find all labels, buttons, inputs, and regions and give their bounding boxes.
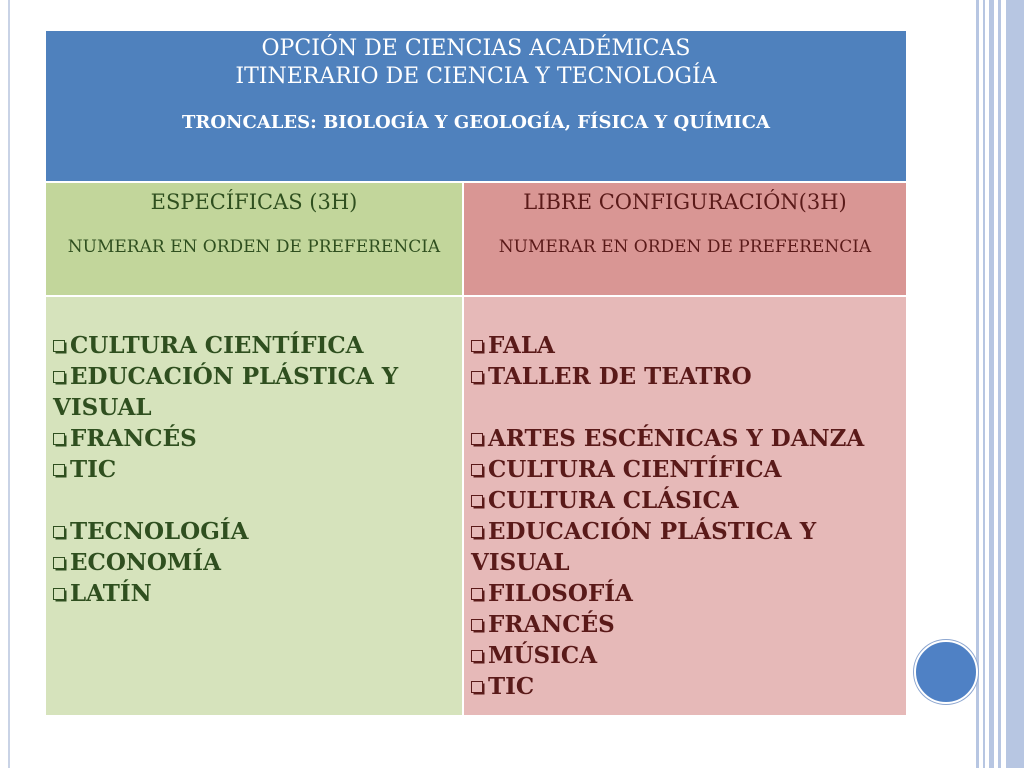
decorative-side-bars xyxy=(974,0,1024,768)
side-bar xyxy=(976,0,979,768)
list-item xyxy=(471,330,906,361)
circle-decoration xyxy=(914,640,978,704)
checkbox-icon xyxy=(471,526,483,538)
list-item xyxy=(471,578,906,609)
right-column-header xyxy=(463,182,907,296)
list-spacer xyxy=(471,392,906,423)
checkbox-icon xyxy=(471,650,483,662)
list-item xyxy=(53,423,462,454)
checkbox-icon xyxy=(53,371,65,383)
list-spacer xyxy=(53,485,462,516)
checkbox-icon xyxy=(471,340,483,352)
list-item xyxy=(471,516,906,578)
list-item-label: TECNOLOGÍA xyxy=(70,518,249,545)
list-item xyxy=(471,423,906,454)
checkbox-icon xyxy=(53,433,65,445)
list-item-label: FRANCÉS xyxy=(70,425,197,452)
right-column-title: LIBRE CONFIGURACIÓN(3H) xyxy=(523,190,847,214)
list-item-label: MÚSICA xyxy=(488,642,598,669)
list-item-label: CULTURA CLÁSICA xyxy=(488,487,739,514)
list-item xyxy=(471,609,906,640)
list-item-label: CULTURA CIENTÍFICA xyxy=(488,456,782,483)
list-item xyxy=(53,516,462,547)
list-item-label: FRANCÉS xyxy=(488,611,615,638)
checkbox-icon xyxy=(471,433,483,445)
list-item-label: ECONOMÍA xyxy=(70,549,221,576)
list-item-label: LATÍN xyxy=(70,580,152,607)
list-item-label: CULTURA CIENTÍFICA xyxy=(70,332,364,359)
list-item-label: ARTES ESCÉNICAS Y DANZA xyxy=(488,425,865,452)
header-line-2: ITINERARIO DE CIENCIA Y TECNOLOGÍA xyxy=(235,64,717,89)
checkbox-icon xyxy=(53,464,65,476)
list-item-label: TIC xyxy=(70,456,117,483)
left-option-list xyxy=(46,297,462,609)
list-item xyxy=(471,485,906,516)
list-item-label: TIC xyxy=(488,673,535,700)
right-option-list xyxy=(464,297,906,702)
checkbox-icon xyxy=(53,588,65,600)
side-bar xyxy=(1006,0,1024,768)
options-table xyxy=(45,30,907,716)
list-item xyxy=(471,361,906,392)
left-column-title: ESPECÍFICAS (3H) xyxy=(150,190,358,214)
checkbox-icon xyxy=(53,526,65,538)
list-item-label: FILOSOFÍA xyxy=(488,580,633,607)
checkbox-icon xyxy=(53,557,65,569)
list-item xyxy=(53,330,462,361)
list-item xyxy=(53,361,462,423)
table-header xyxy=(45,30,907,182)
checkbox-icon xyxy=(471,619,483,631)
list-item xyxy=(53,578,462,609)
list-item xyxy=(471,454,906,485)
list-item-label: FALA xyxy=(488,332,555,359)
list-item-label: TALLER DE TEATRO xyxy=(488,363,752,390)
left-column-body xyxy=(45,296,463,716)
checkbox-icon xyxy=(471,464,483,476)
side-bar xyxy=(998,0,1001,768)
left-column-header xyxy=(45,182,463,296)
header-line-1: OPCIÓN DE CIENCIAS ACADÉMICAS xyxy=(261,36,691,61)
list-item xyxy=(471,671,906,702)
side-bar xyxy=(989,0,994,768)
checkbox-icon xyxy=(471,681,483,693)
checkbox-icon xyxy=(471,495,483,507)
right-column-body xyxy=(463,296,907,716)
side-bar xyxy=(983,0,985,768)
right-column-note: NUMERAR EN ORDEN DE PREFERENCIA xyxy=(498,237,872,257)
header-line-3: TRONCALES: BIOLOGÍA Y GEOLOGÍA, FÍSICA Y QUÍMICA xyxy=(182,112,770,133)
checkbox-icon xyxy=(471,588,483,600)
slide-left-border xyxy=(0,0,10,768)
list-item xyxy=(53,547,462,578)
list-item xyxy=(471,640,906,671)
list-item xyxy=(53,454,462,485)
checkbox-icon xyxy=(53,340,65,352)
list-item-label: EDUCACIÓN PLÁSTICA Y VISUAL xyxy=(471,518,817,576)
list-item-label: EDUCACIÓN PLÁSTICA Y VISUAL xyxy=(53,363,399,421)
left-column-note: NUMERAR EN ORDEN DE PREFERENCIA xyxy=(67,237,441,257)
checkbox-icon xyxy=(471,371,483,383)
